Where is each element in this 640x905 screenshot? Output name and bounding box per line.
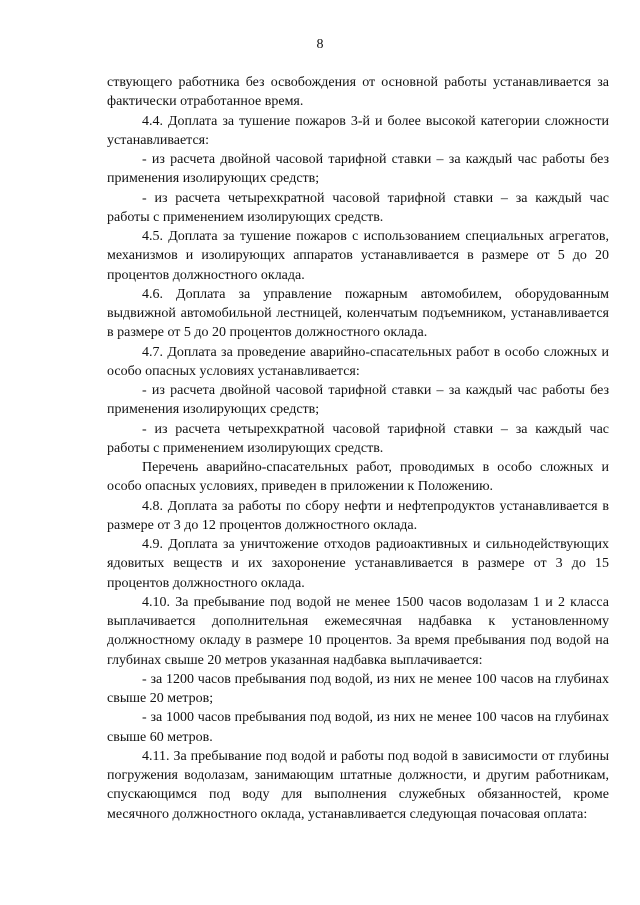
paragraph: 4.5. Доплата за тушение пожаров с использованием специальных агрегатов, механизмов и изолирующих аппаратов устанавливается в размере от 5 до 20 процентов должностного оклада. [107,229,609,283]
paragraph: 4.6. Доплата за управление пожарным автомобилем, оборудованным выдвижной автомобильной лестницей, коленчатым подъемником, устанавливается в размере от 5 до 20 процентов должностного оклада. [107,286,609,341]
list-item: - из расчета четырехкратной часовой тарифной ставки – за каждый час работы с применением изолирующих средств. [107,421,609,456]
page-body [107,73,609,824]
paragraph: 4.10. За пребывание под водой не менее 1500 часов водолазам 1 и 2 класса выплачивается дополнительная ежемесячная надбавка к установленному должностному окладу в размере 10 процентов. За время пребывания под водой на глубинах свыше 20 метров указанная надбавка выплачивается: [107,594,609,668]
list-item: - из расчета четырехкратной часовой тарифной ставки – за каждый час работы с применением изолирующих средств. [107,190,609,225]
paragraph: 4.9. Доплата за уничтожение отходов радиоактивных и сильнодействующих ядовитых веществ и их захоронение устанавливается в размере от 3 до 15 процентов должностного оклада. [107,537,609,591]
paragraph: Перечень аварийно-спасательных работ, проводимых в особо сложных и особо опасных условиях, приведен в приложении к Положению. [107,460,609,495]
paragraph: 4.11. За пребывание под водой и работы под водой в зависимости от глубины погружения водолазам, занимающим штатные должности, и другим работникам, спускающимся под воду для выполнения служебных обязанностей, кроме месячного должностного оклада, устанавливается следующая почасовая оплата: [107,748,609,822]
page-number: 8 [316,37,324,52]
paragraph: 4.7. Доплата за проведение аварийно-спасательных работ в особо сложных и особо опасных условиях устанавливается: [107,344,609,379]
list-item: - за 1000 часов пребывания под водой, из них не менее 100 часов на глубинах свыше 60 метров. [107,710,609,745]
paragraph: 4.4. Доплата за тушение пожаров 3-й и более высокой категории сложности устанавливается: [107,113,609,148]
list-item: - из расчета двойной часовой тарифной ставки – за каждый час работы без применения изолирующих средств; [107,152,609,187]
list-item: - за 1200 часов пребывания под водой, из них не менее 100 часов на глубинах свыше 20 метров; [107,671,609,706]
paragraph: 4.8. Доплата за работы по сбору нефти и нефтепродуктов устанавливается в размере от 3 до 12 процентов должностного оклада. [107,498,609,533]
list-item: - из расчета двойной часовой тарифной ставки – за каждый час работы без применения изолирующих средств; [107,383,609,418]
paragraph: ствующего работника без освобождения от основной работы устанавливается за фактически отработанное время. [107,75,609,110]
